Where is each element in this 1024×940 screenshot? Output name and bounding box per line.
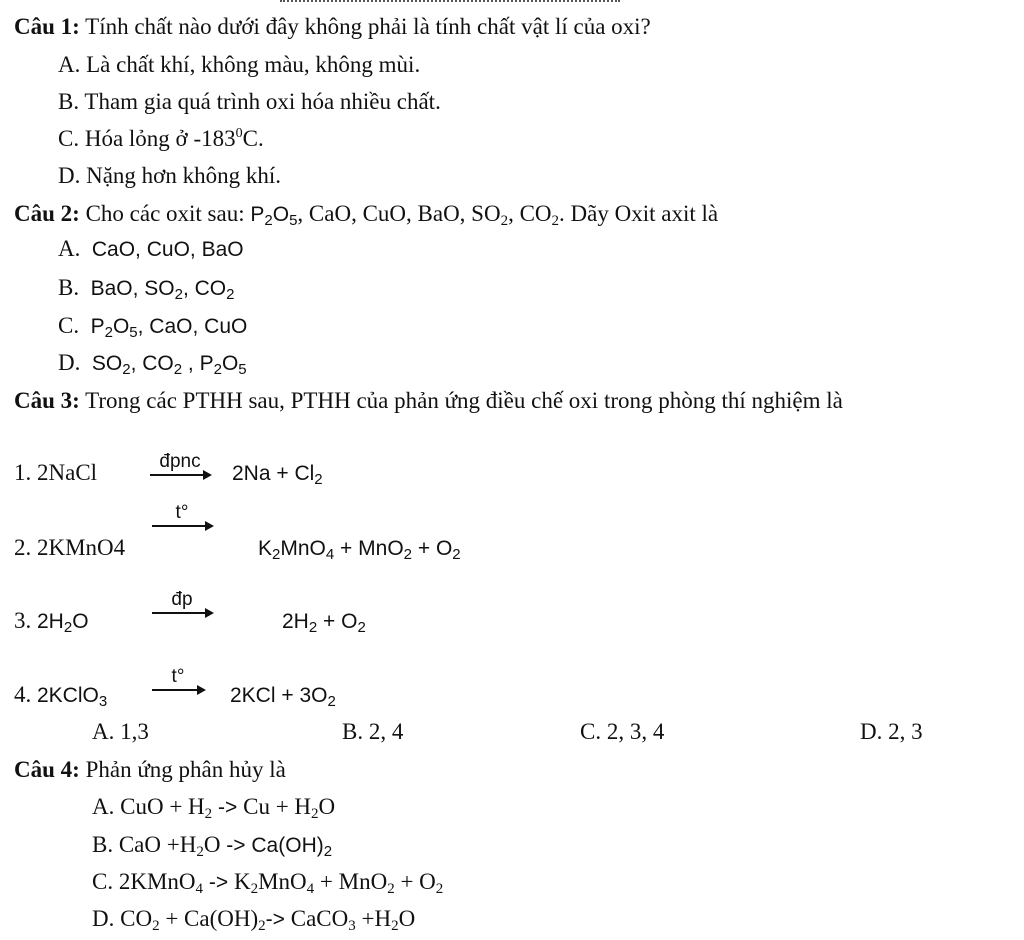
q4-text: Phản ứng phân hủy là: [79, 757, 286, 782]
q4-option-a: A. CuO + $H_2 -> Cu + H_2O$: [92, 794, 336, 822]
q4-option-b: B. CaO $+H_2O -> Ca(OH)_2$: [92, 832, 333, 860]
q3-reaction-2-products: $K_2MnO_4 + MnO_2 + O_2$: [258, 537, 461, 563]
q4-option-a-letter: A.: [92, 794, 115, 819]
q3-reaction-2-reactant: 2KMnO4: [31, 535, 126, 560]
q3-reaction-4-condition: t°: [171, 666, 185, 687]
q3-reaction-3-arrow: [152, 590, 212, 614]
q1-option-c-text: C. Hóa lỏng ở -183: [58, 126, 236, 151]
q2-tail: Dãy Oxit axit là: [564, 201, 719, 226]
q3-reaction-1-products: $2Na + Cl_2$: [232, 462, 323, 488]
q2-option-a: A. CaO, CuO, BaO: [58, 236, 244, 261]
q3-reaction-3-num: 3.: [14, 608, 32, 633]
q3-reaction-1-condition: đpnc: [159, 451, 201, 472]
q3-reaction-1-reactant: 2NaCl: [31, 460, 98, 485]
q3-reaction-3-lhs: 3. $2H_2O$: [14, 608, 89, 636]
q1-text: Tính chất nào dưới đây không phải là tính chất vật lí của oxi?: [79, 14, 651, 39]
q3-reaction-4-arrow: [152, 667, 204, 691]
q1-label: Câu 1:: [14, 14, 80, 39]
q3-reaction-3-condition: đp: [171, 589, 193, 610]
q1-option-c-unit: C.: [242, 126, 264, 151]
q2-text: Cho các oxit sau:: [79, 201, 251, 226]
q2-option-b: B. BaO, $SO_2$, $CO_2$: [58, 275, 235, 303]
q2-option-c: C. $P_2O_5$, CaO, CuO: [58, 313, 248, 341]
q3-option-a: A. 1,3: [92, 719, 149, 744]
q3-text: Trong các PTHH sau, PTHH của phản ứng điều chế oxi trong phòng thí nghiệm là: [79, 388, 843, 413]
q3-label: Câu 3:: [14, 388, 80, 413]
q3-reaction-4-products: $2KCl + 3O_2$: [230, 684, 336, 710]
q2-option-a-letter: A.: [58, 236, 81, 261]
q3-reaction-2-condition: t°: [175, 502, 189, 523]
q4-option-d: D. $CO_2 + Ca(OH)_2->$ CaCO$_3$ $+H_2O$: [92, 906, 416, 934]
q2-option-c-letter: C.: [58, 313, 80, 338]
cropped-previous-line: [280, 0, 620, 6]
q2-question: Câu 2: Cho các oxit sau: $P_2O_5$, CaO, CuO, BaO, $SO_2$, $CO_2$. Dãy Oxit axit là: [14, 201, 719, 229]
q4-question: [14, 757, 286, 783]
q3-reaction-3-products: $2H_2 + O_2$: [282, 610, 366, 636]
q2-option-d-letter: D.: [58, 350, 81, 375]
q1-option-b: B. Tham gia quá trình oxi hóa nhiều chất.: [58, 89, 441, 114]
q3-reaction-4-lhs: 4. 2KClO$_3$: [14, 682, 108, 710]
q4-option-d-letter: D.: [92, 906, 115, 931]
q2-option-d: D. $SO_2$, $CO_2$ , $P_2O_5$: [58, 350, 247, 378]
q3-reaction-2-lhs: [14, 535, 125, 561]
q4-option-c: C. 2KMnO$_4$ -> $K_2MnO_4 + MnO_2 + O_2$: [92, 869, 444, 897]
q1-option-c-sup: 0: [235, 126, 243, 141]
q2-option-b-letter: B.: [58, 275, 80, 300]
q2-label: Câu 2:: [14, 201, 80, 226]
q3-option-b: B. 2, 4: [342, 719, 404, 744]
q3-reaction-4-num: 4.: [14, 682, 32, 707]
q3-reaction-2-num: 2.: [14, 535, 32, 560]
q1-option-a: A. Là chất khí, không màu, không mùi.: [58, 52, 421, 77]
q3-option-c: C. 2, 3, 4: [580, 719, 665, 744]
q3-question: [14, 388, 843, 414]
q4-label: Câu 4:: [14, 757, 80, 782]
q3-reaction-1-num: 1.: [14, 460, 32, 485]
q1-option-c: [58, 126, 264, 152]
q3-reaction-1-lhs: [14, 460, 97, 486]
q1-option-d: D. Nặng hơn không khí.: [58, 163, 281, 188]
q1-question: [14, 14, 651, 40]
q4-option-b-letter: B.: [92, 832, 114, 857]
q3-reaction-1-arrow: [150, 452, 210, 476]
q4-option-c-letter: C.: [92, 869, 114, 894]
q3-option-d: D. 2, 3: [860, 719, 923, 744]
q3-reaction-2-arrow: [152, 503, 212, 527]
